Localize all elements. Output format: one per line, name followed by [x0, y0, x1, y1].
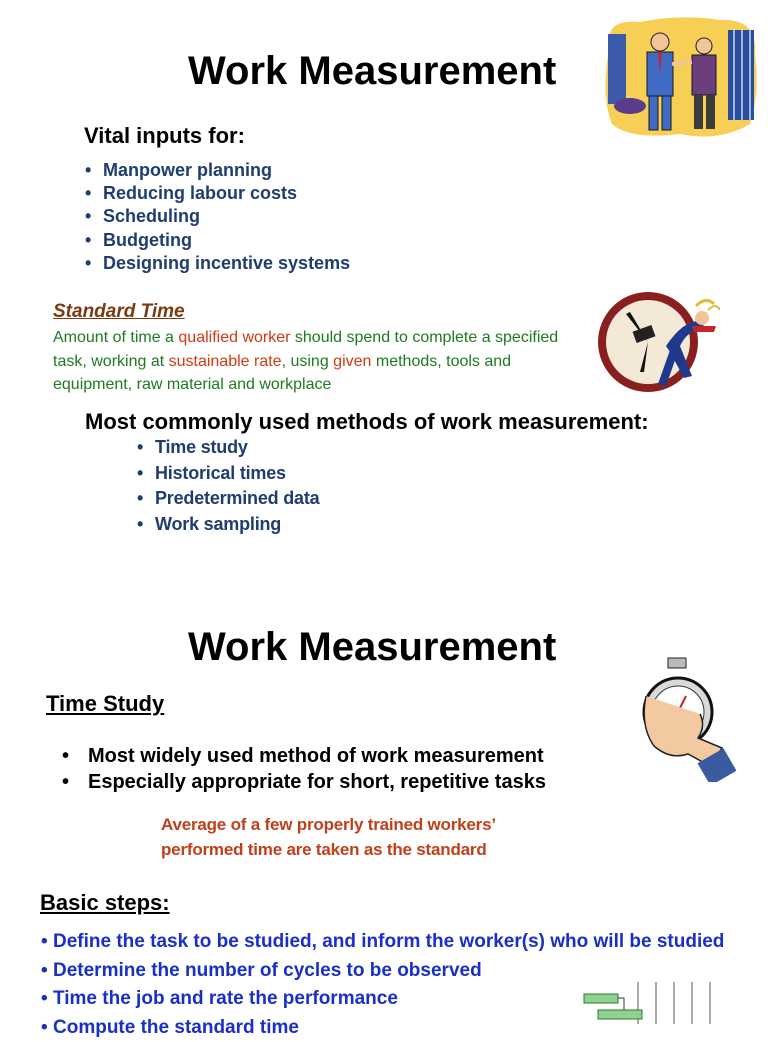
standard-time-definition: Amount of time a qualified worker should spend to complete a specified task, working at sustainable rate, using given methods, tools and equipment, raw material and workplace [53, 326, 573, 397]
standard-note: Average of a few properly trained workers’ performed time are taken as the standard [161, 812, 496, 862]
slide2-title: Work Measurement [188, 625, 556, 670]
list-item: • Scheduling [85, 205, 350, 228]
basic-steps-heading: Basic steps: [40, 890, 170, 916]
standard-time-heading: Standard Time [53, 301, 185, 323]
methods-list [137, 435, 319, 537]
slide1-title: Work Measurement [188, 49, 556, 94]
list-item: • Historical times [137, 461, 319, 487]
list-item: • Predetermined data [137, 486, 319, 512]
list-item: • Work sampling [137, 512, 319, 538]
list-item: • Time the job and rate the performance [41, 985, 724, 1014]
list-item: • Budgeting [85, 229, 350, 252]
time-study-points [62, 744, 546, 795]
stopwatch-icon [640, 656, 736, 782]
running-clock-icon [596, 286, 720, 398]
list-item: • Time study [137, 435, 319, 461]
gantt-chart-icon [580, 978, 730, 1024]
list-item: • Reducing labour costs [85, 182, 350, 205]
business-people-icon [600, 14, 760, 138]
list-item: • Define the task to be studied, and inform the worker(s) who will be studied [41, 928, 724, 957]
list-item: • Determine the number of cycles to be observed [41, 957, 724, 986]
slide1-subtitle: Vital inputs for: [84, 123, 245, 149]
time-study-heading: Time Study [46, 691, 164, 717]
list-item: • Especially appropriate for short, repetitive tasks [62, 770, 546, 796]
methods-heading: Most commonly used methods of work measurement: [85, 409, 649, 435]
list-item: • Designing incentive systems [85, 252, 350, 275]
list-item: • Compute the standard time [41, 1014, 724, 1042]
list-item: • Most widely used method of work measurement [62, 744, 546, 770]
list-item: • Manpower planning [85, 159, 350, 182]
vital-inputs-list [85, 159, 350, 275]
